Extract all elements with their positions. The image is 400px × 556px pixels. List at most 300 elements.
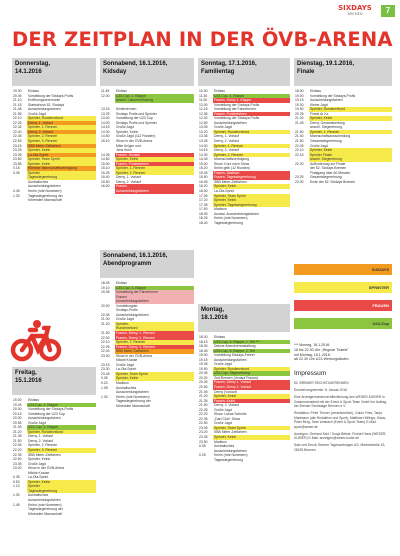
- schedule-time: 0.20: [101, 381, 108, 386]
- schedule-time: [198, 458, 213, 463]
- schedule-event: Mannschaftsverfolgung: [214, 157, 250, 162]
- schedule-event: Rundenrekord: [115, 326, 194, 331]
- schedule-time: 21.50: [295, 129, 304, 134]
- schedule-event: Derny, 2. Vorlauf: [28, 438, 54, 443]
- schedule-time: 15.50: [199, 175, 208, 180]
- day-title-line: Abendprogramm: [103, 260, 152, 267]
- schedule-time: 22.00: [101, 335, 110, 340]
- schedule-event: Sprinter, Rundenrekord: [27, 430, 96, 435]
- schedule-time: 19.35: [101, 290, 110, 295]
- schedule-event: Ausscheidungsfahren: [115, 299, 194, 304]
- schedule-event: Sprinter, Team Sprint: [27, 157, 96, 162]
- schedule-time: 13.40: [101, 116, 110, 121]
- schedule-time: 19.45: [13, 402, 22, 407]
- schedule-event: Sprinter, Keirin: [309, 116, 392, 121]
- schedule-time: 21.20: [13, 429, 22, 434]
- legend-sprinter: [294, 282, 392, 293]
- schedule-time: 18.05: [199, 211, 208, 216]
- day-column-saturday-evening: [100, 250, 194, 408]
- schedule-event: Austral. Ausscheidungsfahren: [214, 211, 259, 216]
- schedule-event: Show: Kurz nach Show: [214, 161, 250, 166]
- day-column-thursday: [12, 58, 96, 203]
- schedule-time: 15.00: [199, 161, 208, 166]
- schedule-time: 12.00: [101, 93, 110, 98]
- schedule-event: Tagesstegerehrung: [27, 489, 96, 494]
- schedule-event: Keirin (rote Nummern): [214, 216, 248, 221]
- impressum-paragraph: Redaktion: Peter Theuer (verantwortlich), Guido Fries, Tanja Martmann (alle Redaktion und Sport), Matthias Höllings, Klaus-Peter Berg, Sven Ansbach (Event & Sport-Team) E-Mail: sport@weser.de: [294, 411, 387, 429]
- schedule-event: Frauen, Madison: [213, 171, 290, 176]
- schedule-time: 20.55: [13, 420, 22, 425]
- day-title-line: Sonnabend, 16.1.2016,: [103, 61, 168, 67]
- schedule-event: Derny, Gesamtwertung: [310, 120, 345, 125]
- schedule-event: SBB Meter-Zeitfahren: [28, 452, 61, 457]
- schedule-event: Frauen, Derny, 3. Rennen: [115, 345, 194, 350]
- schedule-time: 18.30: [199, 344, 208, 349]
- schedule-time: 1.30: [13, 493, 20, 498]
- schedule-event: Sprinter, Keirin: [27, 480, 96, 485]
- schedule-event: Sprinter, Rundenrekord: [309, 107, 392, 112]
- schedule-event: Große Jagd: [116, 125, 134, 130]
- schedule-time: 22.10: [13, 116, 22, 121]
- schedule-time: 23.50: [199, 439, 208, 444]
- schedule-event: Einlass: [310, 89, 321, 93]
- schedule-event: Keirin (rote Nummern): [28, 502, 62, 507]
- schedule-event: Frauen, Punktefahren: [213, 112, 290, 117]
- schedule-time: 23.20: [199, 430, 208, 435]
- schedule-event: Sprinter, Team Sprint: [213, 194, 290, 199]
- schedule-event: Derny, 1. Vorlauf: [27, 121, 96, 126]
- schedule-time: 19.15: [199, 357, 208, 362]
- schedule-event: Sprinter, Keirin: [213, 184, 290, 189]
- schedule-event: La-Ola-Sprint: [27, 153, 96, 158]
- schedule-event: Sprinter, Rundenrekord: [27, 116, 96, 121]
- schedule-event: Ausscheidungsfahren: [116, 312, 149, 317]
- schedule-time: 18.00: [199, 335, 208, 339]
- schedule-time: 22.25: [101, 344, 110, 349]
- schedule-time: 19.00: [295, 93, 304, 98]
- schedule-event: Finest Ar Kx: [310, 111, 329, 116]
- schedule-time: 23.35: [13, 152, 22, 157]
- schedule-event: Sprinter, 2. Rennen: [27, 134, 96, 139]
- schedule-event: Sixdays Profis und Sprinter: [116, 120, 157, 125]
- day-title-line: Donnerstag,: [15, 61, 51, 67]
- impressum-text: [294, 381, 390, 455]
- schedule-event: Keirin (rote Nummern): [116, 394, 150, 399]
- schedule-event: Sixdays-Profis: [116, 308, 138, 313]
- schedule-time: 13.20: [199, 129, 208, 134]
- schedule-time: 15.25: [101, 170, 110, 175]
- schedule-event: Show in der ÖVB-Arena: [116, 139, 153, 144]
- schedule-time: 19.50: [295, 107, 304, 112]
- day-title-line: Freitag,: [15, 370, 37, 376]
- schedule-time: 23.15: [13, 143, 22, 148]
- schedule-event: führenden Mannschaft: [28, 198, 62, 203]
- schedule-event: La-Ola-Sprint: [116, 367, 137, 372]
- legend-label: U23-Cup: [372, 321, 389, 326]
- schedule-time: 10.30: [199, 89, 208, 93]
- schedule-event: Sprinter, Team Sprint: [213, 426, 290, 431]
- schedule-event: Vorstellung der Sixdays-Profis: [28, 93, 74, 98]
- schedule-time: 18.15: [199, 339, 208, 344]
- schedule-time: 16.40: [199, 189, 208, 194]
- schedule-time: 20.15: [13, 411, 22, 416]
- schedule-time: 21.48: [13, 107, 22, 112]
- schedule-event: Mike Krüger und: [116, 143, 141, 148]
- schedule-event: führenden Mannschaft: [116, 403, 150, 408]
- schedule-event: Madison: [214, 439, 227, 444]
- schedule-time: 21.18: [13, 102, 22, 107]
- schedule-time: 0.15: [13, 166, 20, 171]
- schedule-event: Ausscheidungsfahren: [28, 416, 61, 421]
- schedule-time: 1.30: [13, 193, 20, 198]
- schedule-time: 14.15: [101, 125, 110, 130]
- schedule-time: 1.10: [13, 484, 20, 489]
- schedule-event: Australisches: [214, 444, 235, 449]
- schedule-event: U23-Cup, 1. Etappe: [27, 425, 96, 430]
- schedule-event: Sprinter, Keirin: [213, 198, 290, 203]
- schedule-event: Ausscheidungsfahren: [28, 498, 61, 503]
- schedule-time: 18.40: [199, 220, 208, 225]
- schedule-event: U23-Cup, 1. Etappe: [27, 403, 96, 408]
- schedule-event: Frauen, Tagesstegerehrung: [213, 175, 290, 180]
- schedule-time: 1.30: [101, 394, 108, 399]
- schedule-time: 19.30: [295, 102, 304, 107]
- schedule-time: 15.40: [101, 175, 110, 180]
- schedule-event: Vorstellungder: [116, 303, 138, 308]
- schedule-event: Große Jagd: [214, 362, 232, 367]
- impressum-title: Impressum: [294, 370, 327, 377]
- schedule-event: Einlass: [28, 398, 39, 402]
- schedule-event: Sprinter, Team Sprint: [115, 372, 194, 377]
- schedule-time: 22.45: [13, 134, 22, 139]
- day-title-line: Montag,: [201, 307, 224, 313]
- schedule-time: 21.05: [13, 425, 22, 430]
- schedule-time: 22.05: [295, 143, 304, 148]
- schedule-event: Große Jagd: [28, 461, 46, 466]
- schedule-time: 21.50: [101, 331, 110, 336]
- schedule-event: anschl. Laeuerverlosung: [115, 98, 194, 103]
- schedule-time: 21.55: [13, 111, 22, 116]
- schedule-event: Große Jagd: [310, 143, 328, 148]
- schedule-event: führenden Mannschaft: [28, 511, 62, 516]
- schedule-time: 12.40: [199, 116, 208, 121]
- schedule-time: 21.45: [295, 120, 304, 125]
- schedule-time: 11.50: [199, 98, 208, 103]
- schedule-time: 22.35: [199, 416, 208, 421]
- schedule-event: Große Jagd: [116, 362, 134, 367]
- schedule-event: Sprinter, Rundenrekord: [213, 367, 290, 372]
- day-title-line: 14.1.2016: [15, 68, 42, 75]
- schedule-event: Tagesstegerehrung der: [28, 193, 63, 198]
- schedule-event: SBB Meter-Zeitfahren: [27, 144, 96, 149]
- schedule-event: Sprinter, 1. Rennen: [27, 125, 96, 130]
- schedule-row: [100, 404, 194, 409]
- legend-label: FRAUEN: [372, 303, 389, 308]
- schedule-time: 23.30: [101, 367, 110, 372]
- schedule-event: Vorstellung Sixdays-Fahrer: [214, 353, 255, 358]
- schedule-event: Vorstellung der U23 Cup: [28, 411, 65, 416]
- schedule-event: Mickie Krause: [28, 470, 50, 475]
- schedule-event: Sprinter, Keirin: [115, 376, 194, 381]
- schedule-event: Sprinter, 1. Rennen: [115, 166, 194, 171]
- schedule-event: Sprinter, Keirin: [213, 435, 290, 440]
- schedule-time: 15.10: [101, 166, 110, 171]
- schedule-time: 22.53: [13, 139, 22, 144]
- schedule-event: Derny, 1. Vorlauf: [116, 175, 142, 180]
- schedule-event: Ausscheidungsfahren: [214, 120, 247, 125]
- schedule-event: Vorstellung der U23 Cup: [116, 116, 153, 121]
- day-header: [100, 58, 194, 86]
- schedule-time: 17.20: [199, 198, 208, 203]
- schedule-time: 21.50: [199, 403, 208, 408]
- schedule-time: 12.50: [199, 120, 208, 125]
- schedule-time: 15.20: [199, 166, 208, 171]
- logo-main: SIXDAYS: [338, 4, 372, 12]
- schedule-event: Mickie Krause: [116, 358, 138, 363]
- schedule-event: Frauen, Scratch: [115, 153, 194, 158]
- schedule-time: 20.45: [101, 312, 110, 317]
- schedule-event: Frauen, Derny, 2. Rennen: [115, 336, 194, 341]
- schedule-event: Vorstellung der Sixdays-Profis: [310, 93, 356, 98]
- impressum-paragraph: Satz und Druck: Bremer Tageszeitungen AG, Martinistraße 43, 28195 Bremen: [294, 443, 386, 452]
- schedule-time: 20.50: [199, 385, 208, 390]
- schedule-time: 22.15: [295, 152, 304, 157]
- schedule-time: 12.00: [199, 102, 208, 107]
- schedule-event: Vorstellung der Fahrerinnen: [214, 107, 256, 112]
- schedule-time: 22.20: [199, 412, 208, 417]
- schedule-time: 21.35: [199, 398, 208, 403]
- schedule-time: 23.15: [101, 362, 110, 367]
- schedule-time: 15.10: [101, 139, 110, 144]
- schedule-time: 23.45: [101, 371, 110, 376]
- schedule-time: 20.35: [199, 380, 208, 385]
- schedule-time: 22.05: [13, 443, 22, 448]
- schedule-event: Sprinter,: [115, 322, 194, 327]
- schedule-event: Sprinter, 2. Rennen: [28, 443, 58, 448]
- schedule-event: Derny, 3. Vorlauf: [214, 403, 240, 408]
- day-column-monday: [198, 304, 290, 462]
- schedule-time: 0.35: [13, 170, 20, 175]
- schedule-time: 15.35: [199, 170, 208, 175]
- schedule-event: Show: Lukas Schmitz: [214, 412, 247, 417]
- schedule-time: 22.35: [13, 452, 22, 457]
- day-title-line: Dienstag, 19.1.2016,: [297, 61, 355, 67]
- footnote-line: mit Montag, 18.1.2016:: [294, 352, 331, 357]
- schedule-time: 19.15: [295, 98, 304, 103]
- monday-footnote: [294, 343, 392, 362]
- schedule-time: 21.50: [13, 438, 22, 443]
- schedule-time: 13.35: [199, 134, 208, 139]
- schedule-event: Frauen, Derny 1. Etappe: [213, 98, 290, 103]
- schedule-event: Madison: [116, 381, 129, 386]
- schedule-time: 13.45: [199, 139, 208, 144]
- schedule-list: [12, 89, 96, 203]
- schedule-time: 23.00: [101, 353, 110, 358]
- schedule-time: 21.00: [101, 317, 110, 322]
- schedule-time: 22.40: [13, 129, 22, 134]
- schedule-event: SBB Meter-Zeitfahren: [115, 349, 194, 354]
- schedule-event: La-Ola-Sprint: [214, 189, 235, 194]
- schedule-time: 0.45: [13, 189, 20, 194]
- schedule-time: 21.05: [199, 389, 208, 394]
- schedule-event: Ausscheidungsfahren: [28, 184, 61, 189]
- day-title-line: Finale: [297, 68, 315, 75]
- schedule-event: Keirin (rote Nummern): [28, 189, 62, 194]
- legend-u23: [294, 318, 392, 329]
- schedule-event: Keirin gelb (12 Runden): [214, 166, 250, 171]
- schedule-event: Frauen, Derny 1. Vorlauf: [213, 380, 290, 385]
- schedule-time: 1.45: [13, 502, 20, 507]
- day-header: [100, 250, 194, 278]
- logo-sub: BREMEN: [347, 12, 363, 16]
- schedule-event: Große Jagd: [214, 407, 232, 412]
- schedule-event: Große Jagd: [116, 317, 134, 322]
- schedule-event: Ausscheidungsfahren: [28, 107, 61, 112]
- schedule-event: Sprinter: [27, 484, 96, 489]
- schedule-time: 23.05: [199, 425, 208, 430]
- schedule-event: Gesamtsiegerehrung: [310, 139, 342, 144]
- schedule-time: 14.30: [199, 152, 208, 157]
- schedule-time: 23.50: [13, 157, 22, 162]
- day-title-line: Sonntag, 17.1.2016,: [201, 61, 257, 67]
- schedule-time: 23.05: [13, 461, 22, 466]
- schedule-event: Kleine Jagd: [310, 102, 328, 107]
- schedule-time: 19.50: [199, 366, 208, 371]
- schedule-time: 19.00: [199, 353, 208, 358]
- schedule-event: Aufforderung zur Finale: [310, 161, 346, 166]
- schedule-event: Einlass: [116, 281, 127, 285]
- schedule-event: Große Jagd (112 Runden): [116, 134, 156, 139]
- schedule-time: 16.00: [101, 184, 110, 189]
- schedule-time: 15.50: [101, 179, 110, 184]
- schedule-time: 22.10: [101, 340, 110, 345]
- schedule-time: 21.40: [295, 134, 304, 139]
- schedule-time: 19.00: [13, 398, 22, 402]
- schedule-event: Tagesstegerehrung: [214, 457, 244, 462]
- schedule-event: U23-Cup, 4. Etappe: [213, 94, 290, 99]
- schedule-event: Tagesstegerehrung der: [116, 399, 151, 404]
- day-header: [294, 58, 392, 86]
- schedule-time: 14.00: [199, 143, 208, 148]
- schedule-time: 20.00: [101, 303, 110, 308]
- schedule-event: Madison: [214, 207, 227, 212]
- schedule-event: Kinderrennen: [116, 107, 137, 112]
- schedule-event: Sprinter, Keirin: [116, 129, 139, 134]
- schedule-time: 23.25: [295, 175, 304, 180]
- schedule-event: U23-Cup, 3. Etappe: [115, 286, 194, 291]
- schedule-event: Sprinter, 2. Rennen: [115, 340, 194, 345]
- schedule-time: 22.50: [13, 457, 22, 462]
- schedule-time: 20.45: [13, 93, 22, 98]
- schedule-event: Sprinter, Keirin: [115, 157, 194, 162]
- schedule-time: 1.05: [101, 385, 108, 390]
- schedule-time: 22.20: [13, 448, 22, 453]
- schedule-event: Ausscheidungsfahren: [115, 189, 194, 194]
- schedule-time: 18.00: [295, 89, 304, 93]
- schedule-event: Sprinter, Keirin: [213, 394, 290, 399]
- schedule-event: Derny, 2. Vorlauf: [116, 179, 142, 184]
- schedule-event: Tagesstegerehrung: [27, 175, 96, 180]
- schedule-time: 19.35: [199, 362, 208, 367]
- schedule-time: 14.00: [101, 120, 110, 125]
- schedule-time: 20.30: [13, 416, 22, 421]
- day-title-line: 18.1.2016: [201, 314, 228, 321]
- day-header: [198, 304, 290, 332]
- schedule-time: 15.00: [101, 161, 110, 166]
- schedule-event: der 52. Sixdays Bremen: [310, 166, 347, 171]
- schedule-event: Deluxe Abendveranstaltung: [214, 344, 256, 349]
- schedule-time: 16.05: [199, 179, 208, 184]
- schedule-time: 21.50: [295, 139, 304, 144]
- schedule-time: [100, 404, 115, 409]
- schedule-event: Große Jagd: [214, 125, 232, 130]
- schedule-event: Frauen, Derny 2. Vorlauf: [213, 385, 290, 390]
- schedule-event: Sprinter, Keirin: [28, 457, 51, 462]
- schedule-event: Sprinter, Tagesstegerehrung: [213, 203, 290, 208]
- schedule-event: Derny, 1. Vorlauf: [214, 134, 240, 139]
- schedule-event: Tagesstegerehrung: [214, 220, 244, 225]
- schedule-list: [100, 281, 194, 408]
- schedule-event: SBB Meter-Zeitfahren: [214, 430, 247, 435]
- schedule-time: 17.05: [199, 193, 208, 198]
- schedule-event: anschl. Siegerehrung: [310, 125, 343, 130]
- schedule-event: Australisches: [28, 179, 49, 184]
- schedule-row: [198, 221, 290, 226]
- schedule-time: 22.05: [199, 407, 208, 412]
- schedule-time: 20.00: [13, 407, 22, 412]
- schedule-event: Frauen: [115, 295, 194, 300]
- schedule-time: 0.25: [199, 453, 206, 458]
- schedule-event: Sprinter, 2. Rennen: [213, 153, 290, 158]
- schedule-event: Einlass: [214, 89, 225, 93]
- legend-label: SIXDAYS: [371, 267, 389, 272]
- schedule-event: Sprinter, 3. Rennen: [27, 448, 96, 453]
- schedule-time: 14.45: [199, 157, 208, 162]
- schedule-event: Frauen: [115, 184, 194, 189]
- schedule-event: Australisches: [28, 493, 49, 498]
- impressum-paragraph: 52. BREMER SECHSTAGERENNEN: [294, 381, 349, 385]
- schedule-time: 22.20: [295, 161, 304, 166]
- schedule-event: Eröffnungszeremonie: [28, 98, 61, 103]
- day-title-line: Familientag: [201, 68, 235, 75]
- schedule-event: Ausscheidungsfahren: [116, 390, 149, 395]
- schedule-event: Show in der ÖVB-Arena: [116, 353, 153, 358]
- schedule-event: Keirin (rote Nummern): [214, 453, 248, 458]
- schedule-time: 22.50: [199, 421, 208, 426]
- schedule-time: 18.25: [199, 216, 208, 221]
- schedule-event: Show in der ÖVB-Arena: [28, 466, 65, 471]
- schedule-event: Vorstellung der Fahrerinnen: [115, 290, 194, 295]
- schedule-event: Einlass: [28, 89, 39, 93]
- schedule-event: Derny, 3. Vorlauf: [214, 148, 240, 153]
- schedule-event: Ausscheidungsfahren: [214, 357, 247, 362]
- footnote-line: ab 22.30 Uhr U23-Wertungsläufen: [294, 357, 349, 362]
- schedule-event: U23-Cup, Siegerehrung: [213, 371, 290, 376]
- schedule-event: Einlass: [116, 89, 127, 93]
- schedule-event: Jens Kuhn: [116, 148, 133, 153]
- schedule-event: Sixdays Profis und Sprinter: [116, 111, 157, 116]
- day-column-saturday-kidsday: [100, 58, 194, 194]
- schedule-time: 14.50: [101, 134, 110, 139]
- schedule-time: 21.30: [295, 116, 304, 121]
- schedule-time: 14.35: [101, 152, 110, 157]
- legend-sixdays: [294, 264, 392, 275]
- schedule-time: 0.05: [199, 444, 206, 449]
- schedule-event: Startschuss 52. Sixdays: [28, 102, 65, 107]
- footnote-line: *** Montag, 18.1.2016:: [294, 343, 331, 347]
- schedule-time: 14.50: [101, 157, 110, 162]
- schedule-time: 18.45: [101, 281, 110, 285]
